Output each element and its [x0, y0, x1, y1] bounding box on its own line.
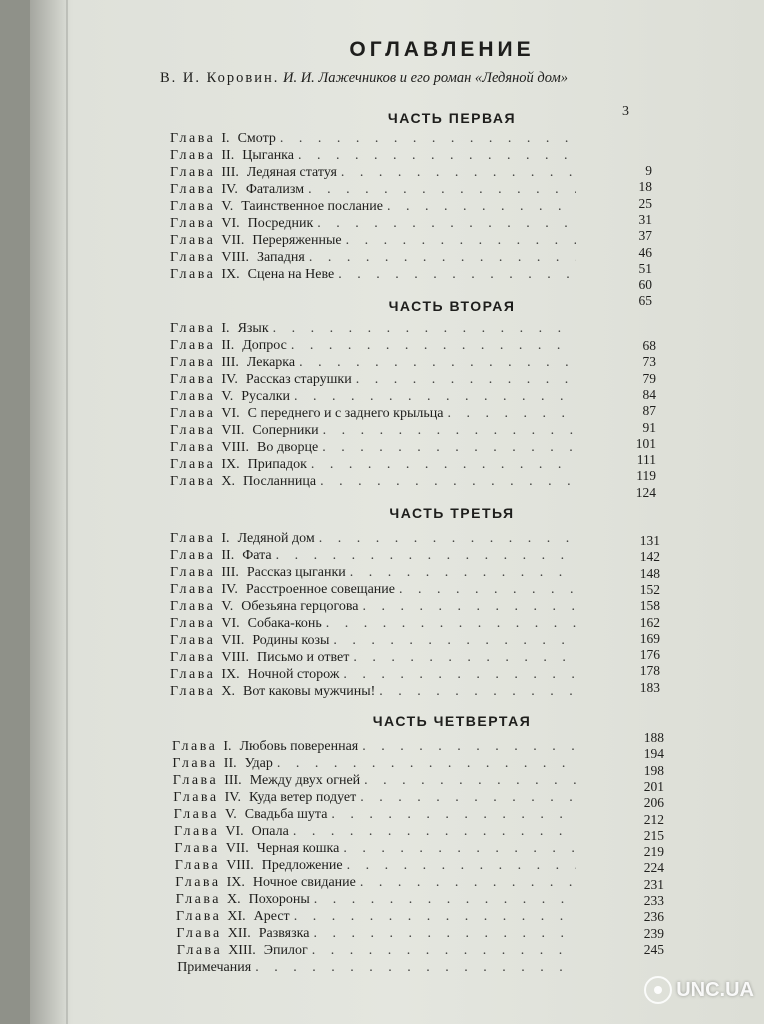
chapter-number: VII.	[221, 233, 245, 248]
chapter-word: Глава	[170, 216, 216, 231]
page-number: 201	[643, 778, 664, 794]
chapter-title: Допрос	[242, 338, 287, 353]
chapter-number: VIII.	[226, 858, 254, 873]
chapter-title: Переряженные	[252, 233, 342, 248]
chapter-word: Глава	[176, 909, 222, 924]
dot-leader	[293, 823, 576, 840]
page-number: 84	[642, 386, 656, 402]
dot-leader	[364, 772, 576, 789]
page-title: ОГЛАВЛЕНИЕ	[349, 38, 535, 61]
chapter-number: VII.	[225, 841, 249, 856]
chapter-title: Ледяной дом	[237, 531, 315, 546]
dot-leader	[294, 388, 576, 405]
chapter-entry	[174, 806, 580, 823]
chapter-number: X.	[221, 474, 236, 489]
page-number: 87	[642, 403, 656, 419]
chapter-word: Глава	[170, 650, 216, 665]
chapter-title: Во дворце	[257, 440, 319, 455]
chapter-title: Рассказ цыганки	[246, 565, 346, 580]
chapter-entry	[170, 422, 580, 439]
chapter-word: Глава	[172, 756, 218, 771]
chapter-title: Родины козы	[252, 633, 330, 648]
chapter-title: Предложение	[261, 858, 343, 873]
chapter-entry	[170, 320, 580, 337]
page-number: 111	[636, 452, 656, 468]
page-number: 219	[643, 844, 664, 860]
dot-leader	[333, 632, 576, 649]
chapter-entry	[172, 755, 580, 772]
chapter-entry	[170, 198, 580, 215]
chapter-word: Глава	[172, 739, 218, 754]
dot-leader	[362, 738, 576, 755]
chapter-entry	[170, 215, 580, 232]
chapter-entry	[174, 823, 580, 840]
chapter-number: I.	[221, 131, 230, 146]
page-number: 224	[643, 860, 664, 876]
chapter-title: Фата	[242, 548, 272, 563]
page-number: 239	[643, 925, 664, 941]
dot-leader	[299, 354, 576, 371]
chapter-word: Глава	[170, 565, 216, 580]
chapter-word: Глава	[170, 148, 216, 163]
dot-leader	[343, 666, 576, 683]
chapter-entry	[170, 632, 580, 649]
chapter-entry	[177, 959, 580, 976]
chapter-entry	[176, 925, 580, 942]
page-number: 188	[643, 730, 664, 745]
chapter-number: III.	[221, 565, 239, 580]
chapter-word: Глава	[170, 338, 216, 353]
chapter-word: Глава	[175, 875, 221, 890]
chapter-entry	[170, 147, 580, 164]
chapter-word: Глава	[170, 667, 216, 682]
chapter-number: III.	[224, 773, 242, 788]
chapter-number: II.	[221, 338, 235, 353]
page-number: 37	[638, 228, 652, 244]
dot-leader	[311, 456, 576, 473]
chapter-entry	[174, 840, 580, 857]
dot-leader	[360, 789, 576, 806]
page-number: 68	[642, 338, 656, 353]
chapter-word: Глава	[170, 633, 216, 648]
chapter-entry	[170, 530, 580, 547]
chapter-entry	[170, 581, 580, 598]
chapter-title: Письмо и ответ	[257, 650, 350, 665]
chapter-word: Глава	[170, 182, 216, 197]
page-number: 233	[643, 893, 664, 908]
chapter-number: V.	[221, 599, 234, 614]
chapter-number: II.	[223, 756, 237, 771]
chapter-number: VIII.	[221, 440, 249, 455]
chapter-entry	[170, 683, 580, 700]
chapter-number: I.	[221, 321, 230, 336]
page-number: 245	[643, 941, 664, 957]
chapter-word: Глава	[170, 457, 216, 472]
intro-page-number: 3	[622, 104, 629, 119]
chapter-word: Глава	[170, 321, 216, 336]
page-number: 65	[638, 293, 652, 309]
chapter-title: Посланница	[243, 474, 317, 489]
chapter-title: Эпилог	[263, 943, 308, 958]
chapter-title: Расстроенное совещание	[245, 582, 395, 597]
page-number: 212	[643, 811, 664, 827]
dot-leader	[356, 371, 576, 388]
chapter-number: IX.	[226, 875, 245, 890]
chapter-entry	[170, 354, 580, 371]
chapter-word: Глава	[170, 616, 216, 631]
page-number: 162	[639, 614, 660, 630]
chapter-entry	[170, 371, 580, 388]
chapter-number: XI.	[227, 909, 246, 924]
watermark-text: UNC.UA	[676, 978, 754, 1001]
chapter-title: Собака-конь	[247, 616, 322, 631]
dot-leader	[319, 530, 576, 547]
part-heading: ЧАСТЬ ТРЕТЬЯ	[389, 505, 515, 521]
chapter-title: Черная кошка	[256, 841, 340, 856]
chapter-entry	[170, 615, 580, 632]
chapter-word: Глава	[170, 582, 216, 597]
part-heading: ЧАСТЬ ВТОРАЯ	[388, 298, 516, 314]
intro-author: В. И. Коровин.	[160, 70, 280, 86]
chapter-title: С переднего и с заднего крыльца	[247, 406, 444, 421]
page-number: 31	[638, 211, 652, 227]
book-page	[30, 0, 764, 1024]
dot-leader	[387, 198, 576, 215]
chapter-title: Цыганка	[242, 148, 294, 163]
chapter-word: Глава	[170, 440, 216, 455]
chapter-title: Фатализм	[245, 182, 305, 197]
chapter-word: Глава	[173, 807, 219, 822]
chapter-title: Ночное свидание	[252, 875, 356, 890]
chapter-entry	[170, 337, 580, 354]
dot-leader	[280, 130, 576, 147]
page-number: 178	[639, 663, 660, 679]
chapter-entry	[170, 181, 580, 198]
dot-leader	[338, 266, 576, 283]
chapter-entry	[170, 266, 580, 283]
dot-leader	[347, 857, 576, 874]
page-number: 158	[639, 598, 660, 614]
dot-leader	[346, 232, 576, 249]
chapter-word: Глава	[170, 199, 216, 214]
chapter-word: Глава	[176, 943, 223, 958]
chapter-title: Рассказ старушки	[245, 372, 352, 387]
dot-leader	[322, 439, 576, 456]
chapter-entry	[176, 908, 580, 925]
chapter-number: XIII.	[228, 943, 256, 958]
chapter-entry	[170, 666, 580, 683]
dot-leader	[317, 215, 576, 232]
page-number: 169	[639, 630, 660, 646]
dot-leader	[294, 908, 576, 925]
chapter-entry	[170, 598, 580, 615]
chapter-entry	[170, 232, 580, 249]
page-number: 18	[638, 179, 652, 195]
chapter-title: Примечания	[177, 960, 252, 975]
page-number: 198	[643, 762, 664, 778]
chapter-word: Глава	[170, 233, 216, 248]
chapter-entry	[170, 130, 580, 147]
page-number: 79	[642, 370, 656, 386]
page-number: 51	[638, 260, 652, 276]
chapter-title: Ночной сторож	[247, 667, 340, 682]
dot-leader	[343, 840, 576, 857]
chapter-number: VI.	[221, 216, 240, 231]
chapter-number: II.	[221, 548, 235, 563]
chapter-number: VI.	[221, 406, 240, 421]
dot-leader	[447, 405, 576, 422]
dot-leader	[320, 473, 576, 490]
chapter-entry	[170, 164, 580, 181]
chapter-entry	[173, 772, 580, 789]
dot-leader	[360, 874, 576, 891]
chapter-title: Опала	[251, 824, 289, 839]
page-number: 176	[639, 647, 660, 663]
chapter-word: Глава	[173, 790, 219, 805]
chapter-word: Глава	[176, 926, 222, 941]
page-number: 73	[642, 354, 656, 370]
dot-leader	[323, 422, 576, 439]
chapter-number: IX.	[221, 667, 240, 682]
dot-leader	[313, 925, 576, 942]
chapter-number: V.	[221, 199, 234, 214]
chapter-word: Глава	[170, 372, 216, 387]
chapter-word: Глава	[170, 250, 216, 265]
chapter-title: Арест	[253, 909, 290, 924]
chapter-word: Глава	[170, 599, 216, 614]
page-number: 131	[639, 533, 660, 548]
chapter-number: II.	[221, 148, 235, 163]
chapter-number: VII.	[221, 633, 245, 648]
page-number: 183	[639, 679, 660, 695]
chapter-entry	[170, 405, 580, 422]
chapter-title: Припадок	[247, 457, 307, 472]
page-number: 194	[643, 746, 664, 762]
page-number: 152	[639, 581, 660, 597]
chapter-word: Глава	[172, 773, 219, 788]
page-number: 60	[638, 277, 652, 293]
chapter-number: IV.	[224, 790, 242, 805]
dot-leader	[298, 147, 576, 164]
chapter-title: Сцена на Неве	[247, 267, 335, 282]
dot-leader	[326, 615, 576, 632]
dot-leader	[273, 320, 576, 337]
chapter-entry	[172, 738, 580, 755]
page-number: 124	[635, 484, 656, 500]
chapter-title: Между двух огней	[249, 773, 361, 788]
chapter-entry	[177, 942, 580, 959]
chapter-number: VI.	[221, 616, 240, 631]
chapter-title: Обезьяна герцогова	[241, 599, 359, 614]
chapter-title: Любовь поверенная	[239, 739, 359, 754]
chapter-number: I.	[221, 531, 230, 546]
dot-leader	[350, 564, 576, 581]
page-number: 101	[635, 435, 656, 451]
chapter-entry	[175, 857, 580, 874]
chapter-title: Русалки	[241, 389, 290, 404]
chapter-entry	[170, 456, 580, 473]
dot-leader	[341, 164, 576, 181]
chapter-number: V.	[221, 389, 234, 404]
chapter-word: Глава	[174, 841, 220, 856]
chapter-title: Смотр	[237, 131, 276, 146]
dot-leader	[399, 581, 576, 598]
chapter-word: Глава	[170, 131, 216, 146]
chapter-title: Похороны	[248, 892, 310, 907]
chapter-number: III.	[221, 355, 239, 370]
chapter-word: Глава	[170, 165, 216, 180]
chapter-entry	[175, 874, 580, 891]
chapter-title: Ледяная статуя	[246, 165, 337, 180]
chapter-title: Развязка	[258, 926, 310, 941]
chapter-title: Западня	[257, 250, 305, 265]
dot-leader	[353, 649, 576, 666]
dot-leader	[276, 547, 576, 564]
page-number: 206	[643, 795, 664, 811]
chapter-entry	[170, 649, 580, 666]
chapter-entry	[173, 789, 580, 806]
chapter-word: Глава	[170, 267, 216, 282]
watermark	[644, 976, 754, 1004]
dot-leader	[379, 683, 576, 700]
page-number: 119	[636, 468, 656, 484]
dot-leader	[255, 959, 576, 976]
chapter-word: Глава	[170, 423, 216, 438]
dot-leader	[331, 806, 576, 823]
part-heading: ЧАСТЬ ЧЕТВЕРТАЯ	[372, 713, 532, 729]
chapter-word: Глава	[170, 389, 216, 404]
sun-logo-icon	[644, 976, 672, 1004]
chapter-title: Язык	[237, 321, 269, 336]
chapter-entry	[170, 547, 580, 564]
chapter-title: Вот каковы мужчины!	[243, 684, 376, 699]
page-number: 25	[638, 195, 652, 211]
dot-leader	[291, 337, 576, 354]
chapter-word: Глава	[175, 892, 221, 907]
chapter-number: VIII.	[221, 650, 249, 665]
chapter-word: Глава	[174, 824, 220, 839]
chapter-word: Глава	[170, 531, 216, 546]
chapter-number: IX.	[221, 457, 240, 472]
chapter-entry	[170, 249, 580, 266]
chapter-number: IV.	[221, 182, 238, 197]
dot-leader	[309, 249, 576, 266]
chapter-number: X.	[221, 684, 236, 699]
chapter-entry	[170, 473, 580, 490]
chapter-title: Свадьба шута	[244, 807, 328, 822]
chapter-entry	[170, 439, 580, 456]
chapter-number: I.	[223, 739, 232, 754]
chapter-number: V.	[224, 807, 237, 822]
chapter-number: VI.	[225, 824, 244, 839]
dot-leader	[363, 598, 577, 615]
chapter-title: Таинственное послание	[241, 199, 384, 214]
chapter-word: Глава	[170, 406, 216, 421]
chapter-title: Соперники	[252, 423, 319, 438]
chapter-number: VIII.	[221, 250, 249, 265]
page-number: 148	[639, 565, 660, 581]
chapter-word: Глава	[170, 548, 216, 563]
dot-leader	[277, 755, 576, 772]
dot-leader	[312, 942, 576, 959]
chapter-number: VII.	[221, 423, 245, 438]
chapter-number: III.	[221, 165, 239, 180]
chapter-word: Глава	[170, 474, 216, 489]
chapter-entry	[170, 564, 580, 581]
page-number: 142	[639, 549, 660, 565]
part-heading: ЧАСТЬ ПЕРВАЯ	[387, 110, 517, 126]
chapter-number: XII.	[227, 926, 251, 941]
chapter-entry	[176, 891, 580, 908]
page-number: 9	[645, 163, 652, 178]
chapter-number: X.	[226, 892, 241, 907]
chapter-title: Лекарка	[246, 355, 296, 370]
page-number: 231	[643, 876, 664, 892]
page-number: 91	[642, 419, 656, 435]
page-number: 236	[643, 909, 664, 925]
intro-essay-title: И. И. Лажечников и его роман «Ледяной дом»	[282, 70, 568, 86]
chapter-word: Глава	[170, 684, 216, 699]
chapter-number: IV.	[221, 372, 238, 387]
dot-leader	[314, 891, 576, 908]
dot-leader	[308, 181, 576, 198]
chapter-title: Удар	[244, 756, 273, 771]
chapter-title: Куда ветер подует	[249, 790, 357, 805]
chapter-number: IX.	[221, 267, 240, 282]
chapter-number: IV.	[221, 582, 238, 597]
chapter-word: Глава	[170, 355, 216, 370]
page-number: 46	[638, 244, 652, 260]
chapter-title: Посредник	[247, 216, 314, 231]
chapter-entry	[170, 388, 580, 405]
page-number: 215	[643, 827, 664, 843]
chapter-word: Глава	[174, 858, 221, 873]
intro-entry	[160, 70, 640, 87]
